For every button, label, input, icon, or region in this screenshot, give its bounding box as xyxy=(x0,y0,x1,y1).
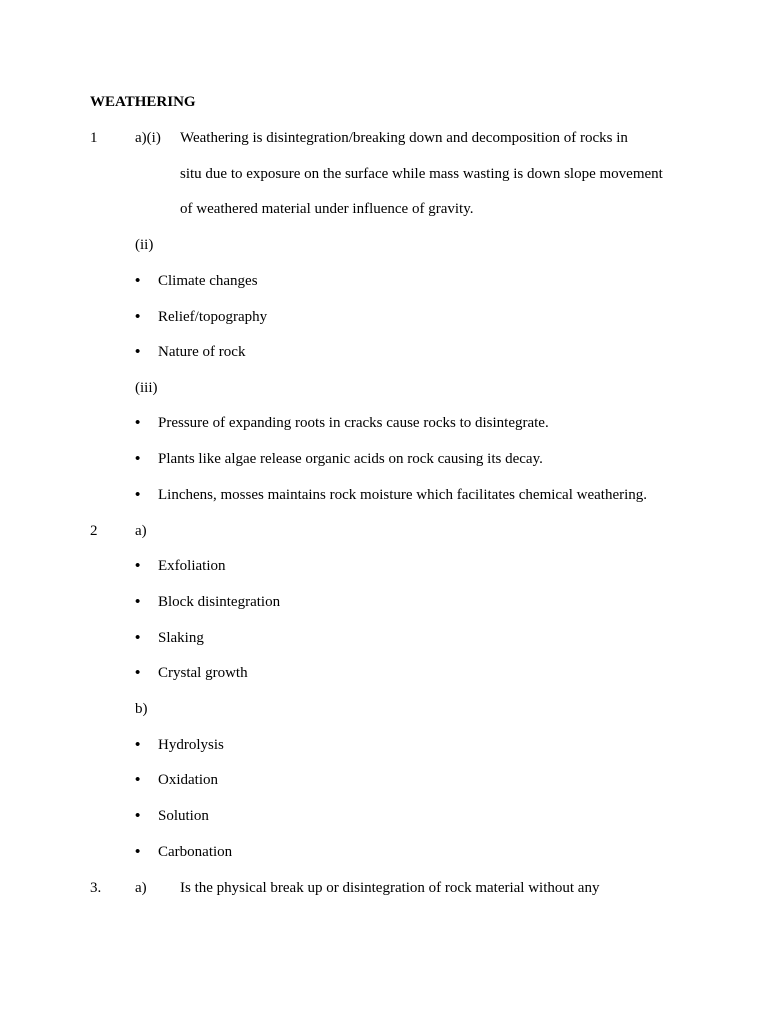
bullet-icon xyxy=(135,807,158,825)
question-2-number: 2 xyxy=(90,523,98,539)
bullet-icon xyxy=(135,843,158,861)
list-item xyxy=(135,557,226,575)
list-item-text: Block disintegration xyxy=(158,594,281,610)
question-3-number: 3. xyxy=(90,880,102,896)
list-item-text: Relief/topography xyxy=(158,309,268,325)
list-item xyxy=(135,771,218,789)
list-item-text: Linchens, mosses maintains rock moisture which facilitates chemical weathering. xyxy=(158,487,648,503)
list-item-text: Carbonation xyxy=(158,844,233,860)
question-1-part-ai-label: a)(i) xyxy=(135,130,161,146)
question-2-part-b-label: b) xyxy=(135,701,148,717)
bullet-icon xyxy=(135,486,158,504)
list-item xyxy=(135,308,267,326)
list-item-text: Plants like algae release organic acids on rock causing its decay. xyxy=(158,451,543,467)
question-1-part-ai-line-2: situ due to exposure on the surface while mass wasting is down slope movement xyxy=(180,166,663,182)
question-3-part-a-text: Is the physical break up or disintegration of rock material without any xyxy=(180,880,600,896)
bullet-icon xyxy=(135,736,158,754)
list-item xyxy=(135,736,224,754)
list-item-text: Oxidation xyxy=(158,772,218,788)
bullet-icon xyxy=(135,450,158,468)
list-item xyxy=(135,414,549,432)
list-item xyxy=(135,664,248,682)
bullet-icon xyxy=(135,629,158,647)
question-3-part-a-label: a) xyxy=(135,880,147,896)
bullet-icon xyxy=(135,664,158,682)
list-item-text: Slaking xyxy=(158,630,204,646)
list-item xyxy=(135,486,647,504)
question-2-part-a-label: a) xyxy=(135,523,147,539)
list-item xyxy=(135,629,204,647)
list-item-text: Hydrolysis xyxy=(158,737,224,753)
bullet-icon xyxy=(135,414,158,432)
question-1-part-iii-label: (iii) xyxy=(135,380,158,396)
bullet-icon xyxy=(135,557,158,575)
list-item xyxy=(135,343,245,361)
bullet-icon xyxy=(135,272,158,290)
list-item-text: Climate changes xyxy=(158,273,258,289)
document-title: WEATHERING xyxy=(90,94,196,110)
list-item xyxy=(135,807,209,825)
question-1-number: 1 xyxy=(90,130,98,146)
list-item-text: Solution xyxy=(158,808,209,824)
list-item xyxy=(135,450,543,468)
list-item xyxy=(135,843,232,861)
question-1-part-ai-line-1: Weathering is disintegration/breaking down and decomposition of rocks in xyxy=(180,130,628,146)
list-item-text: Exfoliation xyxy=(158,558,226,574)
list-item-text: Nature of rock xyxy=(158,344,246,360)
list-item-text: Pressure of expanding roots in cracks cause rocks to disintegrate. xyxy=(158,415,549,431)
list-item-text: Crystal growth xyxy=(158,665,248,681)
question-1-part-ii-label: (ii) xyxy=(135,237,154,253)
list-item xyxy=(135,272,258,290)
bullet-icon xyxy=(135,343,158,361)
bullet-icon xyxy=(135,771,158,789)
bullet-icon xyxy=(135,593,158,611)
question-1-part-ai-line-3: of weathered material under influence of gravity. xyxy=(180,201,474,217)
list-item xyxy=(135,593,280,611)
bullet-icon xyxy=(135,308,158,326)
